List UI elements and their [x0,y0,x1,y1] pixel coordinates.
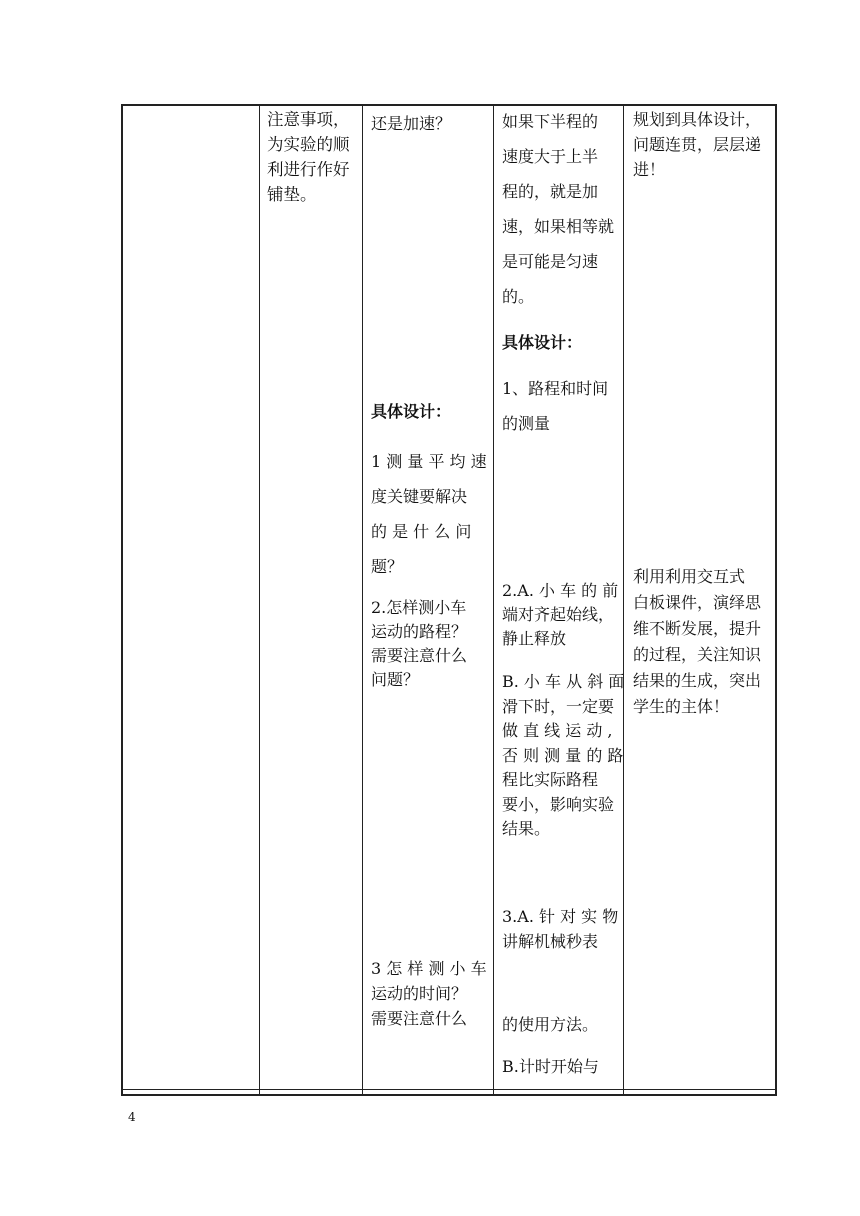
col3-q3-line: 3 怎 样 测 小 车 [371,959,487,978]
col4-heading: 具体设计： [502,333,583,352]
col5-mid-line: 维不断发展，提升 [633,619,762,638]
table-bottom-border-inner [121,1089,777,1090]
col4-item2b-line: 要小，影响实验 [502,794,615,814]
col4-item2b-line: 程比实际路程 [502,770,599,789]
col5-top [633,107,761,182]
table-top-border [121,104,777,106]
col2-line: 注意事项， [267,110,350,129]
col5-mid-line: 利用利用交互式 [633,567,746,586]
col4-item1-line: 1、路程和时间 [502,379,609,398]
col3-q3-line: 需要注意什么 [371,1009,468,1028]
column-3-top [371,112,451,135]
col3-q3-line: 运动的时间？ [371,984,468,1003]
column-divider-1 [259,104,260,1096]
col4-item2b-line: 否 则 测 量 的 路 [502,745,624,765]
col3-top-question: 还是加速？ [371,114,452,133]
col4-intro-line: 是可能是匀速 [502,252,599,271]
col4-item1-line: 的测量 [502,414,551,433]
col2-line: 为实验的顺 [267,135,350,154]
col4-item2b-line: 做 直 线 运 动 , [502,721,613,740]
col4-item2b-line: 滑下时，一定要 [502,696,615,716]
col4-item-3b: B.计时开始与 [502,1057,599,1076]
col3-q1-line: 1 测 量 平 均 速 [371,452,487,471]
col3-q2-line: 需要注意什么 [371,646,468,665]
col4-item3a-line: 3.A. 针 对 实 物 [502,907,619,926]
col4-intro-line: 速度大于上半 [502,147,599,166]
col4-item-3a [502,904,618,954]
col5-mid-line: 结果的生成，突出 [633,671,762,690]
col3-question-1 [371,444,487,584]
col4-intro [502,104,614,314]
col4-intro-line: 如果下半程的 [502,112,599,131]
col4-item-2b [502,670,624,842]
col3-q2-line: 运动的路程？ [371,622,468,641]
table-left-border [121,104,123,1096]
col4-item3a-line: 讲解机械秒表 [502,932,599,951]
col3-q2-line: 2.怎样测小车 [371,598,467,617]
col4-item2b-line: 结果。 [502,819,551,838]
table-right-border [775,104,777,1096]
col3-q1-line: 度关键要解决 [371,487,468,506]
table-bottom-border-outer [121,1094,777,1096]
col4-item2a-line: 端对齐起始线， [502,605,615,624]
col2-line: 利进行作好 [267,160,350,179]
col4-item-2a [502,579,618,651]
col5-mid [633,564,761,720]
col3-q1-line: 的 是 什 么 问 [371,522,472,541]
col4-intro-line: 的。 [502,287,535,306]
col3-question-3 [371,956,487,1031]
col5-top-line: 规划到具体设计， [633,110,762,129]
col3-q2-line: 问题？ [371,670,420,689]
col3-heading: 具体设计： [371,402,452,421]
col4-item-3a-continued: 的使用方法。 [502,1015,599,1034]
col3-q1-line: 题？ [371,557,404,576]
page-number: 4 [128,1110,136,1124]
column-divider-3 [493,104,494,1096]
col4-item2a-line: 静止释放 [502,629,567,648]
col5-top-line: 进！ [633,160,666,179]
column-divider-2 [362,104,363,1096]
col4-item2a-line: 2.A. 小 车 的 前 [502,581,619,600]
col4-intro-line: 速，如果相等就 [502,217,615,236]
col5-mid-line: 的过程，关注知识 [633,645,762,664]
col3-question-2 [371,596,467,692]
column-2-cell [267,107,350,207]
column-divider-4 [623,104,624,1096]
col5-top-line: 问题连贯，层层递 [633,135,762,154]
col4-item-1 [502,371,608,441]
col4-intro-line: 程的，就是加 [502,182,599,201]
col5-mid-line: 学生的主体！ [633,697,730,716]
col2-line: 铺垫。 [267,185,317,204]
col4-item2b-line: B. 小 车 从 斜 面 [502,672,625,691]
col5-mid-line: 白板课件，演绎思 [633,593,762,612]
